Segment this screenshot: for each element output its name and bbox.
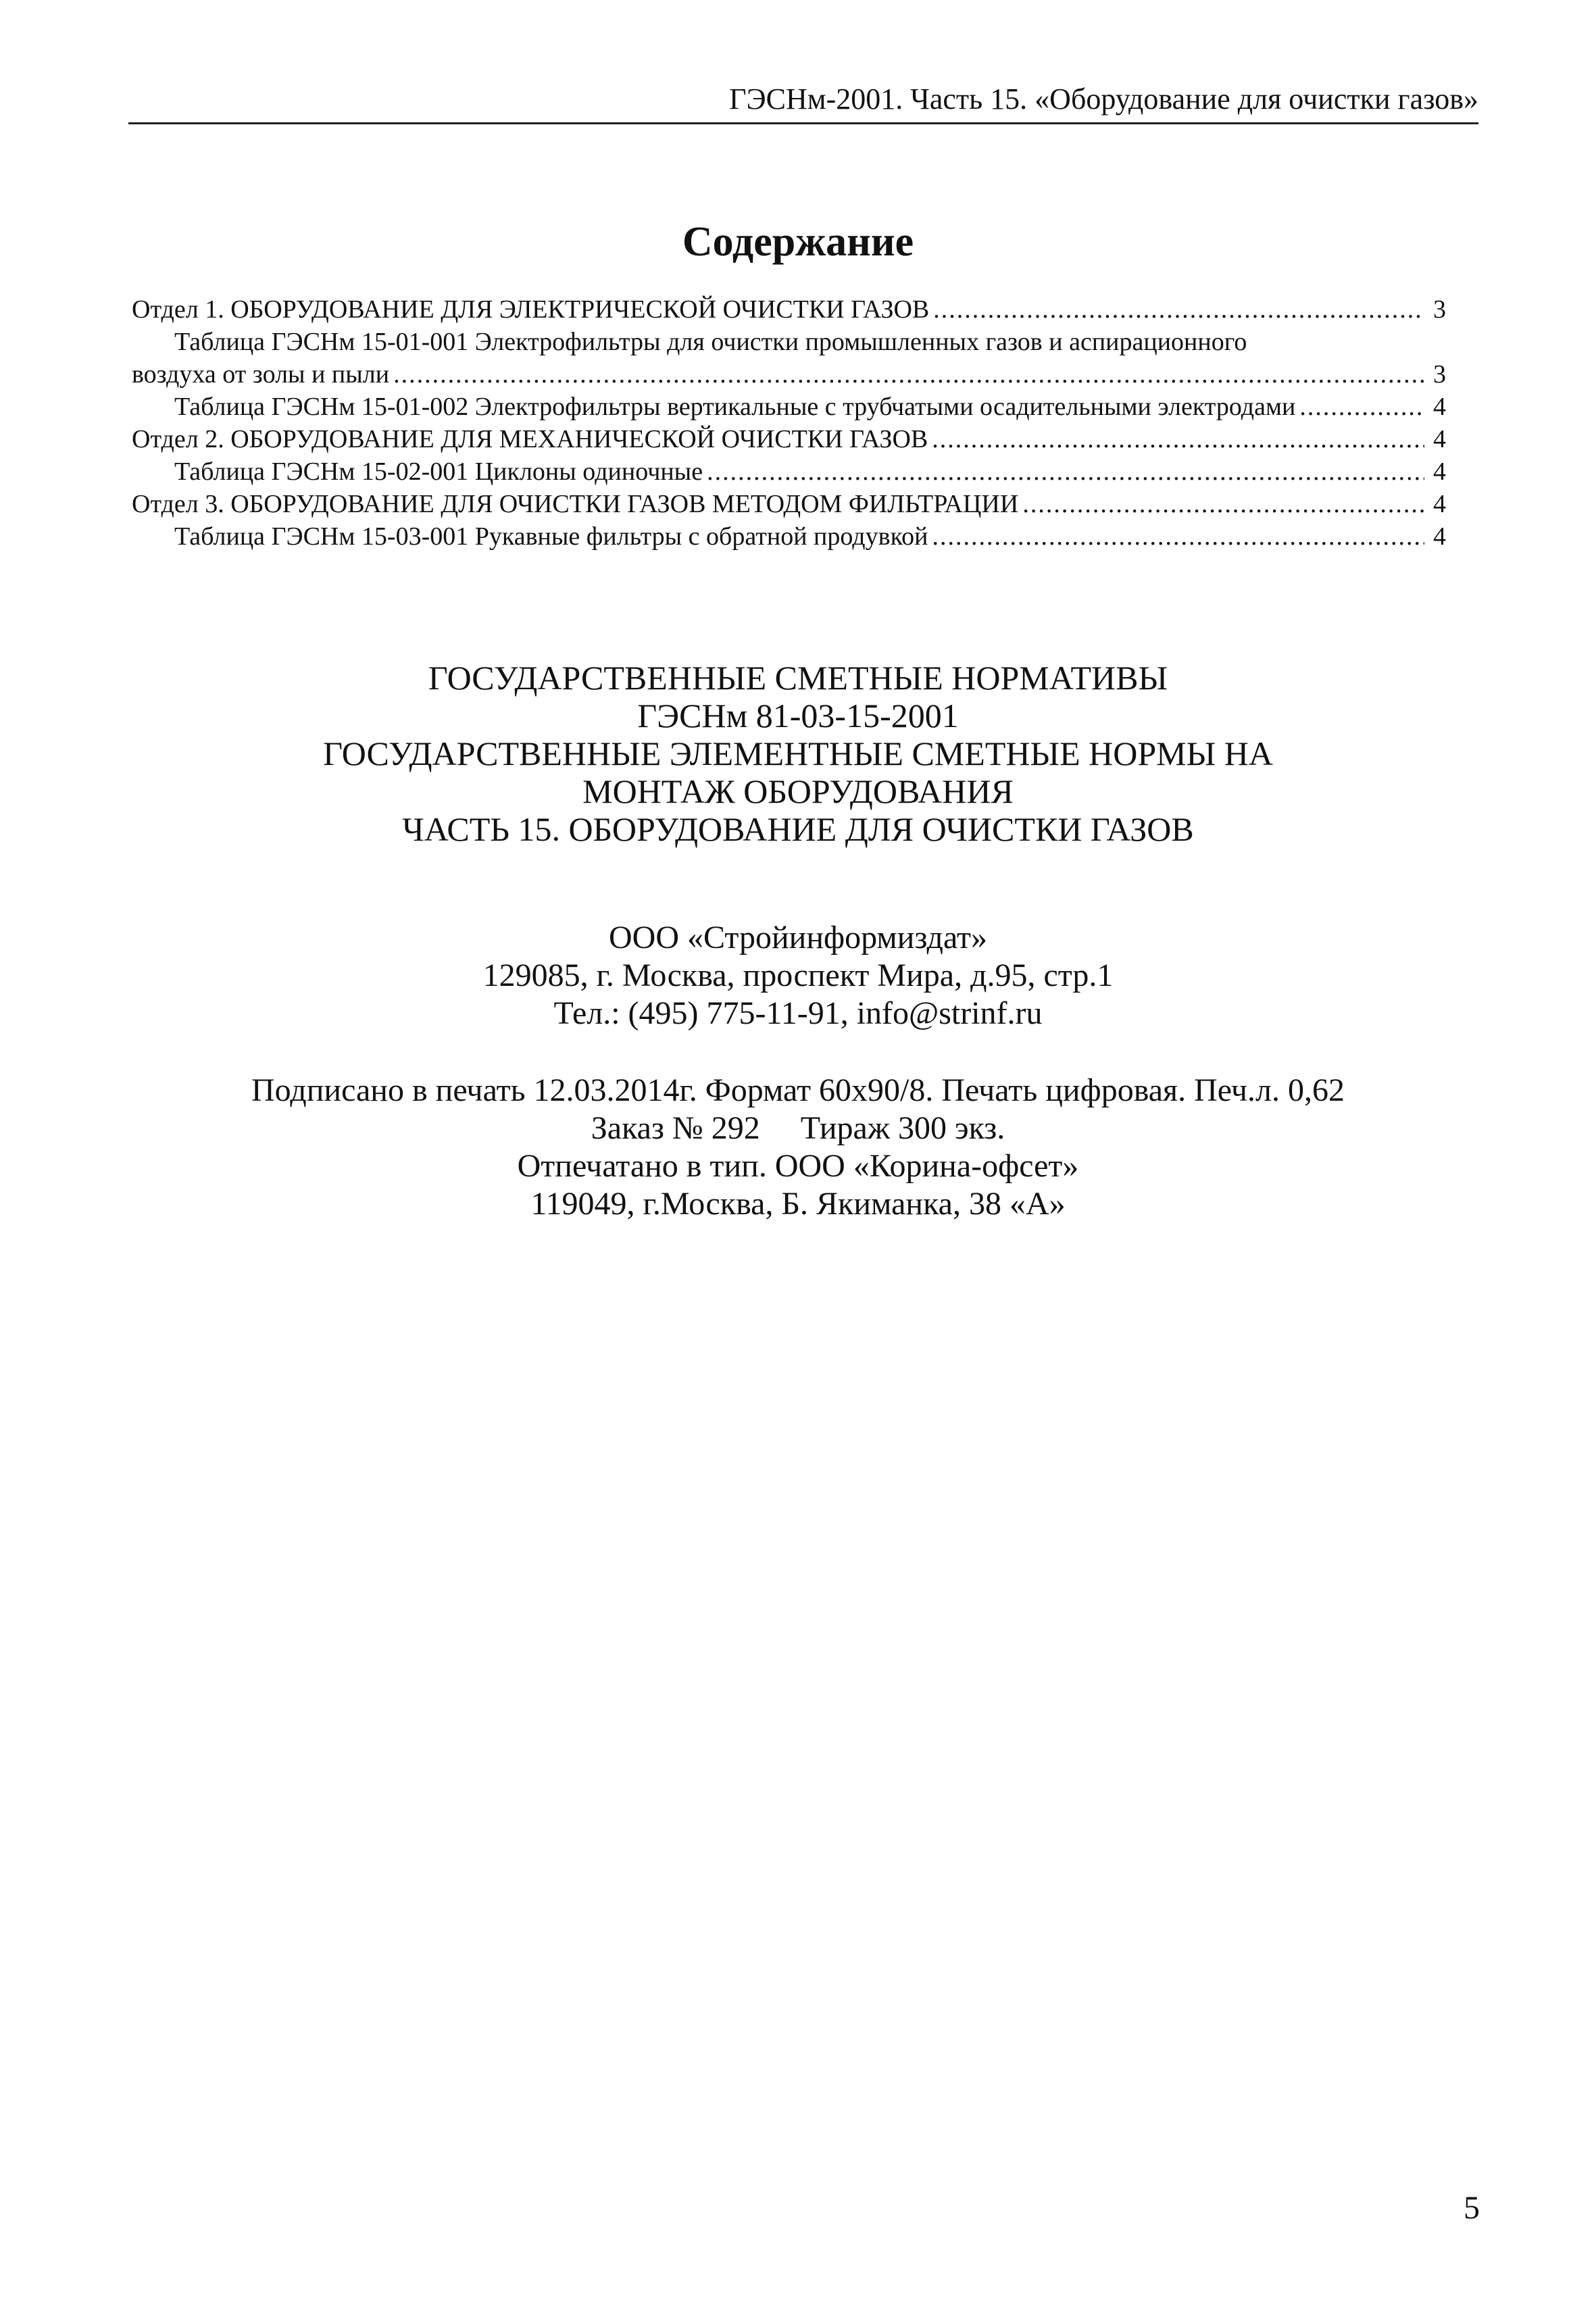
toc-leader-dots [707, 455, 1424, 488]
publisher-block [0, 919, 1596, 1032]
toc-leader-dots [932, 423, 1424, 455]
toc-entry-text: Отдел 2. ОБОРУДОВАНИЕ ДЛЯ МЕХАНИЧЕСКОЙ ОЧИСТКИ ГАЗОВ [132, 425, 928, 453]
publisher-address: 129085, г. Москва, проспект Мира, д.95, стр.1 [482, 957, 1114, 993]
printed-at-line: Отпечатано в тип. ООО «Корина-офсет» [517, 1148, 1079, 1184]
toc-entry-text: Таблица ГЭСНм 15-03-001 Рукавные фильтры с обратной продувкой [174, 522, 928, 551]
running-header-text: ГЭСНм-2001. Часть 15. «Оборудование для очистки газов» [729, 82, 1478, 116]
publisher-contacts: Тел.: (495) 775-11-91, info@strinf.ru [553, 995, 1043, 1031]
toc-entry-page: 4 [1433, 522, 1446, 551]
toc-entry-page: 4 [1433, 490, 1446, 518]
toc-entry-page: 4 [1433, 393, 1446, 421]
publisher-name: ООО «Стройинформиздат» [609, 920, 987, 955]
toc-entry-table-15-02-001[interactable] [132, 455, 1446, 488]
toc-entry-text-line-2: воздуха от золы и пыли [132, 360, 390, 389]
print-info-block [0, 1072, 1596, 1223]
page-number: 5 [1464, 2190, 1480, 2226]
main-title-block [0, 659, 1596, 848]
main-title-line: ГЭСНм 81-03-15-2001 [637, 697, 959, 735]
print-order-line [0, 1110, 1596, 1147]
toc-entry-text: Таблица ГЭСНм 15-02-001 Циклоны одиночные [174, 457, 703, 486]
table-of-contents [132, 293, 1446, 553]
toc-entry-section-1[interactable] [132, 293, 1446, 326]
toc-entry-section-2[interactable] [132, 423, 1446, 455]
toc-entry-page: 4 [1433, 425, 1446, 453]
running-header [128, 74, 1478, 124]
toc-entry-text: Отдел 3. ОБОРУДОВАНИЕ ДЛЯ ОЧИСТКИ ГАЗОВ МЕТОДОМ ФИЛЬТРАЦИИ [132, 490, 1019, 518]
print-signed-line: Подписано в печать 12.03.2014г. Формат 60х90/8. Печать цифровая. Печ.л. 0,62 [251, 1072, 1345, 1108]
toc-entry-page: 3 [1433, 295, 1446, 324]
toc-leader-dots [933, 293, 1424, 326]
main-title-line: ЧАСТЬ 15. ОБОРУДОВАНИЕ ДЛЯ ОЧИСТКИ ГАЗОВ [402, 810, 1194, 848]
toc-entry-section-3[interactable] [132, 488, 1446, 520]
toc-entry-text: Отдел 1. ОБОРУДОВАНИЕ ДЛЯ ЭЛЕКТРИЧЕСКОЙ ОЧИСТКИ ГАЗОВ [132, 295, 930, 324]
toc-entry-text-line-1: Таблица ГЭСНм 15-01-001 Электрофильтры для очистки промышленных газов и аспирационного [174, 328, 1247, 356]
main-title-line: ГОСУДАРСТВЕННЫЕ ЭЛЕМЕНТНЫЕ СМЕТНЫЕ НОРМЫ НА [323, 735, 1273, 772]
toc-leader-dots [1299, 391, 1424, 423]
print-order-number: Заказ № 292 [591, 1110, 760, 1146]
toc-entry-table-15-03-001[interactable] [132, 520, 1446, 553]
main-title-line: ГОСУДАРСТВЕННЫЕ СМЕТНЫЕ НОРМАТИВЫ [428, 659, 1168, 697]
printer-address-line: 119049, г.Москва, Б. Якиманка, 38 «А» [530, 1186, 1066, 1222]
print-circulation: Тираж 300 экз. [800, 1110, 1005, 1146]
toc-title: Содержание [682, 219, 914, 265]
toc-entry-table-15-01-002[interactable] [132, 391, 1446, 423]
toc-entry-text: Таблица ГЭСНм 15-01-002 Электрофильтры вертикальные с трубчатыми осадительными электродами [174, 393, 1296, 421]
toc-leader-dots [932, 520, 1424, 553]
toc-leader-dots [1022, 488, 1424, 520]
toc-entry-table-15-01-001[interactable] [132, 326, 1446, 391]
toc-entry-page: 4 [1433, 457, 1446, 486]
main-title-line: МОНТАЖ ОБОРУДОВАНИЯ [582, 772, 1014, 810]
toc-leader-dots [393, 358, 1424, 391]
toc-entry-page: 3 [1433, 360, 1446, 389]
